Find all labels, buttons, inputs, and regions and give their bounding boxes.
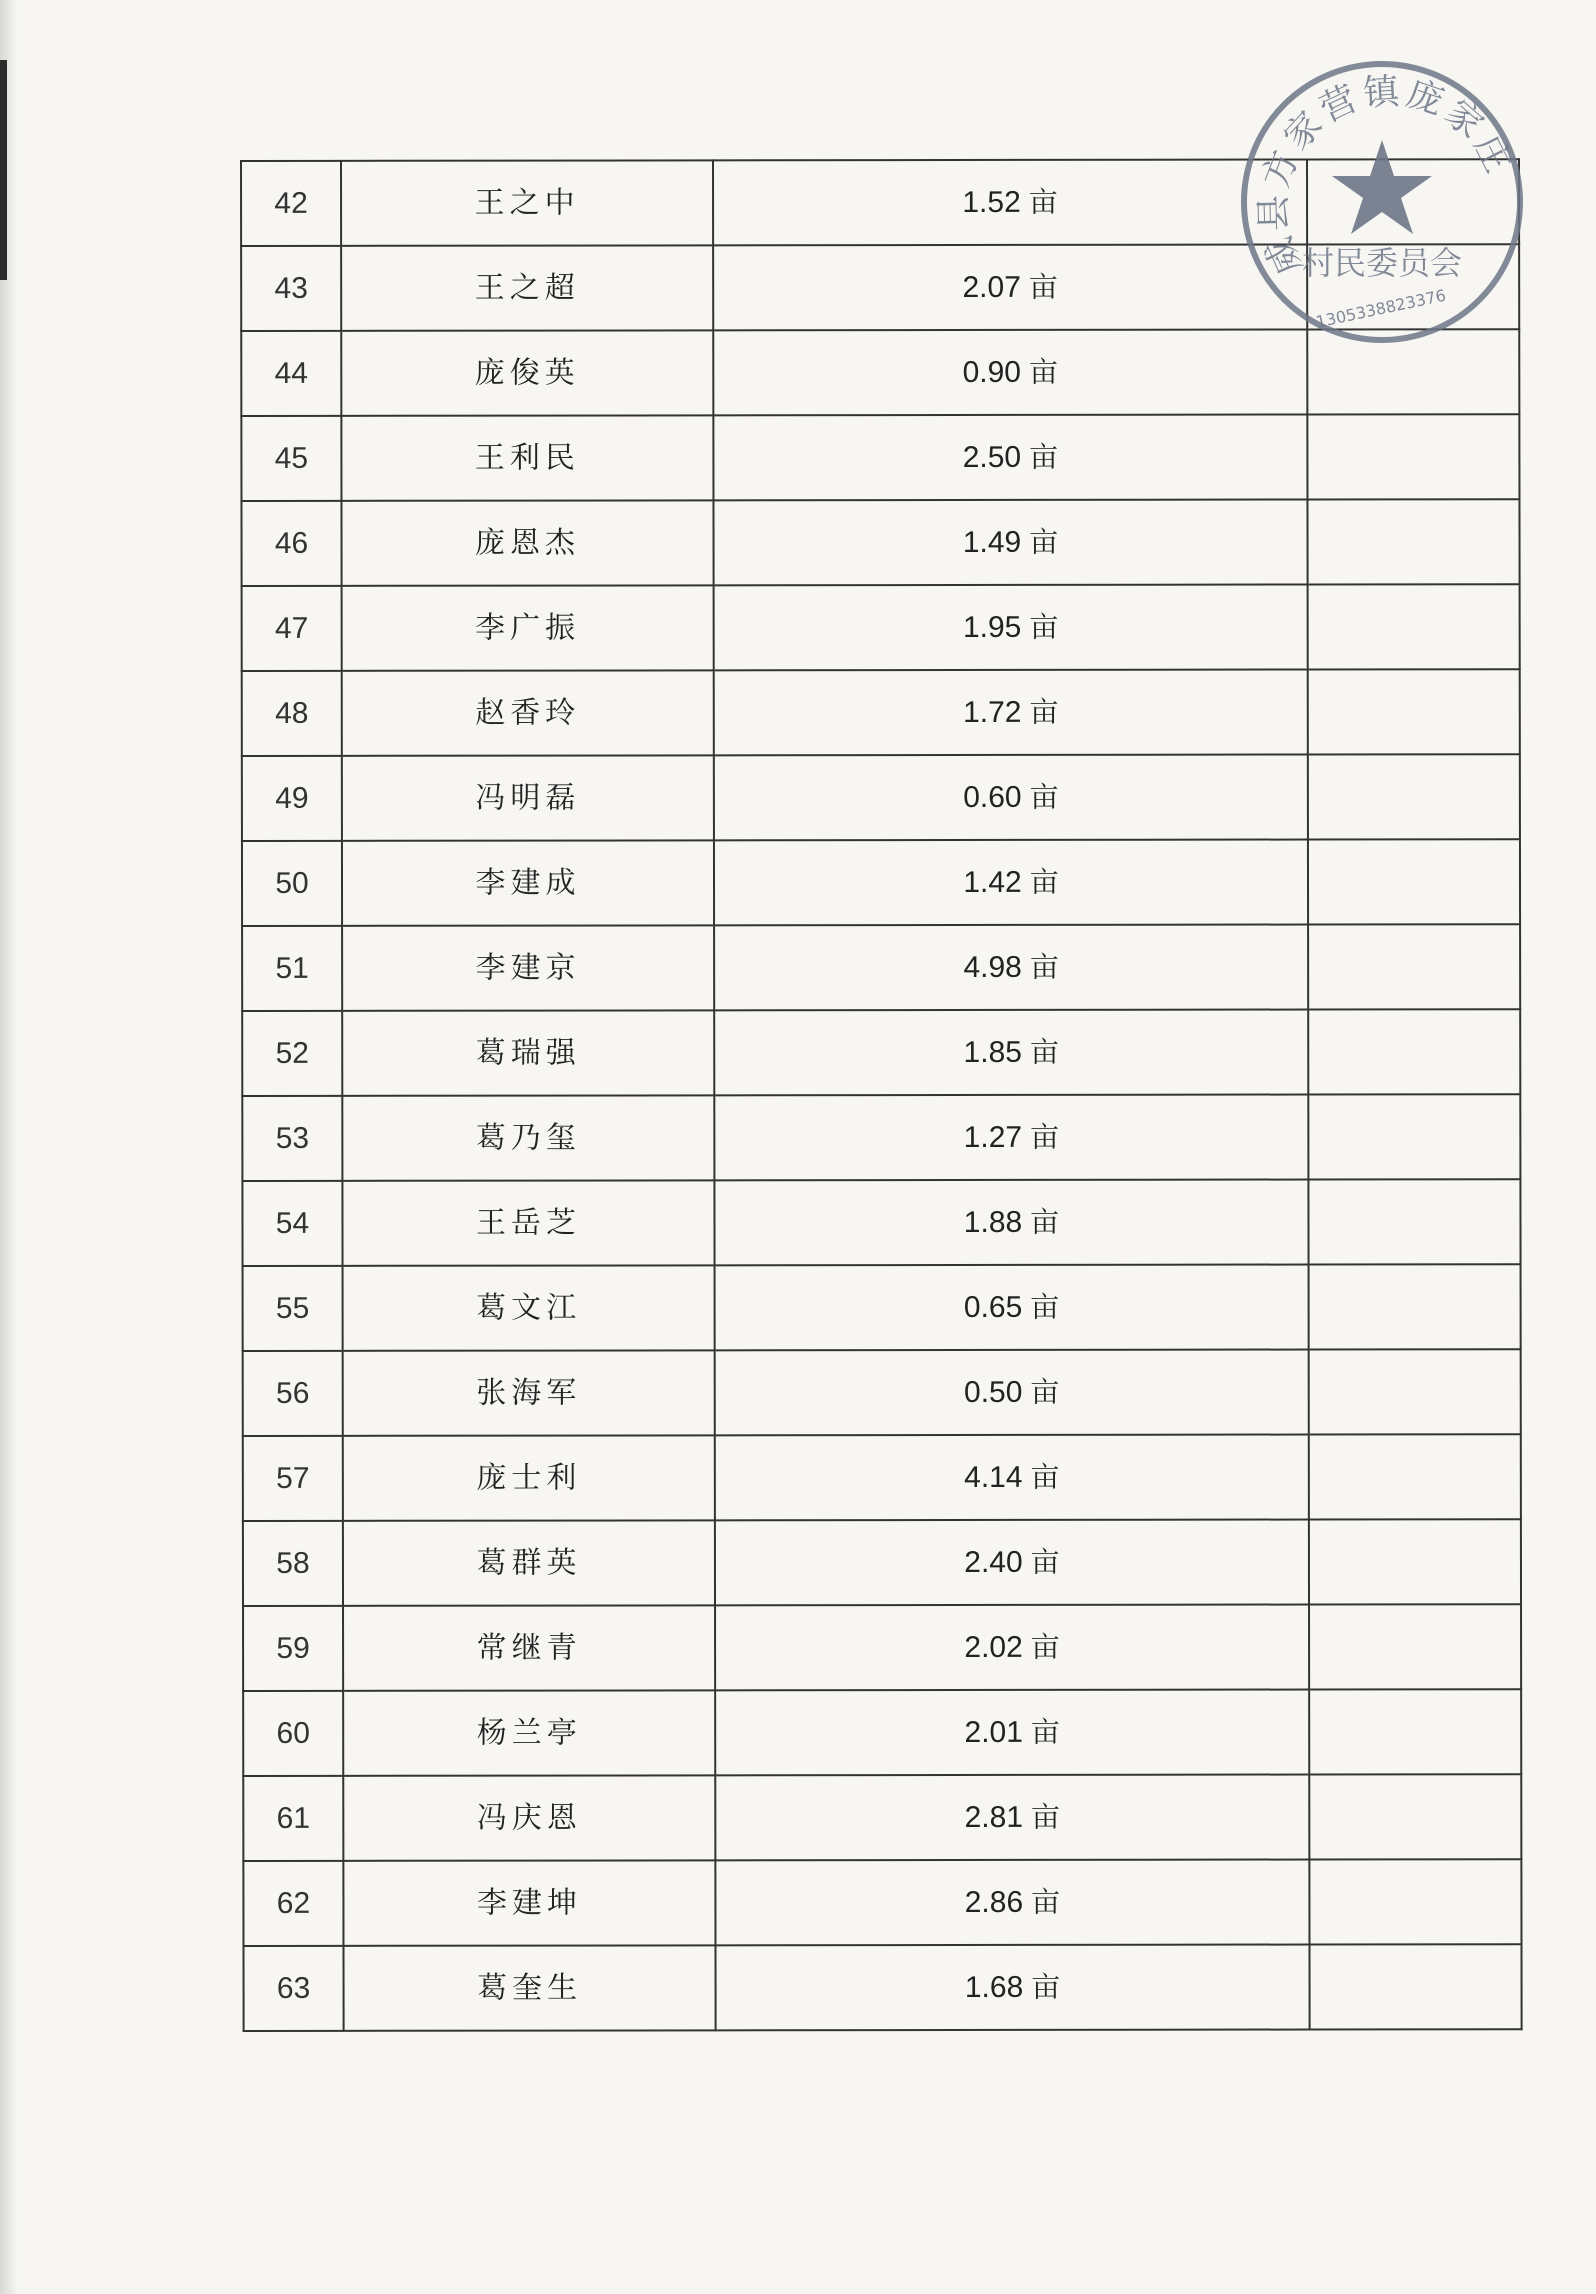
table-row xyxy=(241,499,1519,586)
household-name: 葛乃玺 xyxy=(342,1095,714,1181)
land-area-value: 2.40 xyxy=(964,1545,1023,1579)
table-row xyxy=(242,1179,1520,1266)
remarks-cell xyxy=(1308,584,1520,669)
row-number: 46 xyxy=(241,501,341,586)
row-number: 58 xyxy=(243,1521,343,1606)
household-name: 王利民 xyxy=(341,415,713,501)
land-area-value: 2.81 xyxy=(964,1800,1024,1834)
row-number: 53 xyxy=(242,1096,342,1181)
land-area-cell xyxy=(714,585,1308,671)
land-area-cell xyxy=(715,1350,1309,1436)
land-area-unit: 亩 xyxy=(1031,1969,1061,2004)
land-area-cell xyxy=(714,840,1308,926)
table-row xyxy=(241,414,1519,501)
household-name: 庞俊英 xyxy=(341,330,713,416)
land-area-value: 1.68 xyxy=(964,1970,1024,2004)
row-number: 51 xyxy=(242,926,342,1011)
row-number: 61 xyxy=(243,1776,343,1861)
land-area-cell xyxy=(714,925,1308,1011)
seal-arc-text: 威县方家营镇庞家庄 xyxy=(1253,71,1521,281)
row-number: 55 xyxy=(243,1266,343,1351)
table-row xyxy=(243,1774,1521,1861)
household-name: 葛文江 xyxy=(343,1265,715,1351)
land-area-unit: 亩 xyxy=(1028,184,1058,219)
household-name: 王之超 xyxy=(341,245,713,331)
remarks-cell xyxy=(1308,669,1520,754)
remarks-cell xyxy=(1309,1434,1521,1519)
table-body xyxy=(241,159,1522,2031)
table-row xyxy=(243,1944,1521,2031)
remarks-cell xyxy=(1308,839,1520,924)
household-name: 赵香玲 xyxy=(342,670,714,756)
land-area-unit: 亩 xyxy=(1029,524,1059,559)
land-area-value: 1.88 xyxy=(963,1205,1023,1239)
land-area-unit: 亩 xyxy=(1029,779,1059,814)
land-area-cell xyxy=(715,1520,1309,1606)
row-number: 59 xyxy=(243,1606,343,1691)
land-area-table-container xyxy=(240,160,1520,2032)
remarks-cell xyxy=(1309,1859,1521,1944)
household-name: 王之中 xyxy=(341,160,713,246)
land-area-unit: 亩 xyxy=(1030,1289,1060,1324)
table-row xyxy=(242,1009,1520,1096)
remarks-cell xyxy=(1308,1179,1520,1264)
land-area-unit: 亩 xyxy=(1030,1544,1060,1579)
land-area-value: 2.86 xyxy=(964,1885,1024,1919)
land-area-value: 1.42 xyxy=(963,865,1022,899)
land-area-cell xyxy=(715,1605,1309,1691)
land-area-unit: 亩 xyxy=(1030,1374,1060,1409)
land-area-unit: 亩 xyxy=(1030,1119,1060,1154)
land-area-value: 1.95 xyxy=(962,610,1022,644)
household-name: 李建京 xyxy=(342,925,714,1011)
remarks-cell xyxy=(1309,1689,1521,1774)
land-area-unit: 亩 xyxy=(1031,1884,1061,1919)
land-area-cell xyxy=(714,1180,1308,1266)
seal-stamp-image xyxy=(1232,52,1532,352)
table-row xyxy=(243,1604,1521,1691)
remarks-cell xyxy=(1308,1094,1520,1179)
land-area-value: 1.72 xyxy=(963,695,1022,729)
household-name: 葛奎生 xyxy=(343,1945,715,2031)
land-area-unit: 亩 xyxy=(1030,1799,1061,1834)
household-name: 杨兰亭 xyxy=(343,1690,715,1776)
remarks-cell xyxy=(1309,1944,1521,2029)
land-area-value: 0.60 xyxy=(963,780,1022,814)
remarks-cell xyxy=(1308,1009,1520,1094)
land-area-value: 2.50 xyxy=(962,440,1022,474)
household-name: 冯明磊 xyxy=(342,755,714,841)
land-area-table xyxy=(240,158,1523,2032)
row-number: 50 xyxy=(242,841,342,926)
land-area-value: 2.01 xyxy=(964,1715,1023,1749)
household-name: 李广振 xyxy=(342,585,714,671)
remarks-cell xyxy=(1307,499,1519,584)
land-area-value: 0.65 xyxy=(963,1290,1023,1324)
row-number: 57 xyxy=(243,1436,343,1521)
land-area-cell xyxy=(714,1010,1308,1096)
land-area-cell xyxy=(714,670,1308,756)
household-name: 葛瑞强 xyxy=(342,1010,714,1096)
household-name: 李建成 xyxy=(342,840,714,926)
household-name: 庞恩杰 xyxy=(341,500,713,586)
table-row xyxy=(242,1094,1520,1181)
land-area-cell xyxy=(713,500,1307,586)
remarks-cell xyxy=(1309,1774,1521,1859)
land-area-cell xyxy=(715,1435,1309,1521)
land-area-value: 1.49 xyxy=(962,525,1022,559)
land-area-cell xyxy=(714,755,1308,841)
land-area-value: 1.27 xyxy=(963,1120,1023,1154)
table-row xyxy=(243,1519,1521,1606)
table-row xyxy=(243,1859,1521,1946)
village-committee-seal xyxy=(1232,52,1532,352)
land-area-cell xyxy=(714,1095,1308,1181)
table-row xyxy=(243,1349,1521,1436)
land-area-unit: 亩 xyxy=(1028,354,1059,389)
land-area-cell xyxy=(715,1265,1309,1351)
land-area-unit: 亩 xyxy=(1029,864,1059,899)
remarks-cell xyxy=(1308,754,1520,839)
land-area-unit: 亩 xyxy=(1029,694,1059,729)
remarks-cell xyxy=(1309,1519,1521,1604)
household-name: 李建坤 xyxy=(343,1860,715,1946)
page-edge-shadow xyxy=(0,0,18,2294)
land-area-unit: 亩 xyxy=(1030,1629,1060,1664)
row-number: 45 xyxy=(241,416,341,501)
seal-code-text: 1305338823376 xyxy=(1314,285,1448,332)
land-area-value: 2.02 xyxy=(964,1630,1023,1664)
row-number: 52 xyxy=(242,1011,342,1096)
land-area-unit: 亩 xyxy=(1030,1459,1060,1494)
household-name: 葛群英 xyxy=(343,1520,715,1606)
table-row xyxy=(242,669,1520,756)
table-row xyxy=(242,584,1520,671)
table-row xyxy=(243,1264,1521,1351)
land-area-cell xyxy=(715,1775,1309,1861)
land-area-unit: 亩 xyxy=(1029,609,1059,644)
table-row xyxy=(242,754,1520,841)
land-area-unit: 亩 xyxy=(1029,1034,1059,1069)
remarks-cell xyxy=(1309,1264,1521,1349)
remarks-cell xyxy=(1309,1349,1521,1434)
row-number: 48 xyxy=(242,671,342,756)
row-number: 54 xyxy=(242,1181,342,1266)
land-area-value: 4.98 xyxy=(963,950,1022,984)
table-row xyxy=(242,839,1520,926)
row-number: 56 xyxy=(243,1351,343,1436)
land-area-cell xyxy=(715,1945,1309,2031)
land-area-unit: 亩 xyxy=(1030,1204,1060,1239)
land-area-cell xyxy=(713,330,1307,416)
land-area-unit: 亩 xyxy=(1028,269,1058,304)
land-area-cell xyxy=(715,1860,1309,1946)
land-area-value: 1.85 xyxy=(963,1035,1022,1069)
land-area-cell xyxy=(715,1690,1309,1776)
household-name: 王岳芝 xyxy=(342,1180,714,1266)
row-number: 49 xyxy=(242,756,342,841)
land-area-value: 0.50 xyxy=(963,1375,1023,1409)
land-area-cell xyxy=(713,245,1307,331)
land-area-unit: 亩 xyxy=(1029,949,1059,984)
row-number: 63 xyxy=(243,1946,343,2031)
remarks-cell xyxy=(1309,1604,1521,1689)
scan-edge-mark xyxy=(0,60,7,280)
land-area-value: 1.52 xyxy=(962,185,1021,219)
remarks-cell xyxy=(1308,924,1520,1009)
table-row xyxy=(242,924,1520,1011)
land-area-unit: 亩 xyxy=(1029,439,1059,474)
row-number: 44 xyxy=(241,331,341,416)
land-area-cell xyxy=(713,160,1307,246)
land-area-unit: 亩 xyxy=(1030,1714,1060,1749)
remarks-cell xyxy=(1307,414,1519,499)
household-name: 张海军 xyxy=(343,1350,715,1436)
row-number: 47 xyxy=(242,586,342,671)
row-number: 60 xyxy=(243,1691,343,1776)
table-row xyxy=(243,1689,1521,1776)
row-number: 62 xyxy=(243,1861,343,1946)
household-name: 庞士利 xyxy=(343,1435,715,1521)
land-area-value: 2.07 xyxy=(962,270,1021,304)
land-area-value: 0.90 xyxy=(962,355,1022,389)
table-row xyxy=(243,1434,1521,1521)
land-area-value: 4.14 xyxy=(964,1460,1023,1494)
household-name: 常继青 xyxy=(343,1605,715,1691)
land-area-cell xyxy=(713,415,1307,501)
household-name: 冯庆恩 xyxy=(343,1775,715,1861)
row-number: 42 xyxy=(241,161,341,246)
seal-bottom-text: 村民委员会 xyxy=(1301,244,1463,282)
row-number: 43 xyxy=(241,246,341,331)
seal-star-icon xyxy=(1332,140,1432,234)
